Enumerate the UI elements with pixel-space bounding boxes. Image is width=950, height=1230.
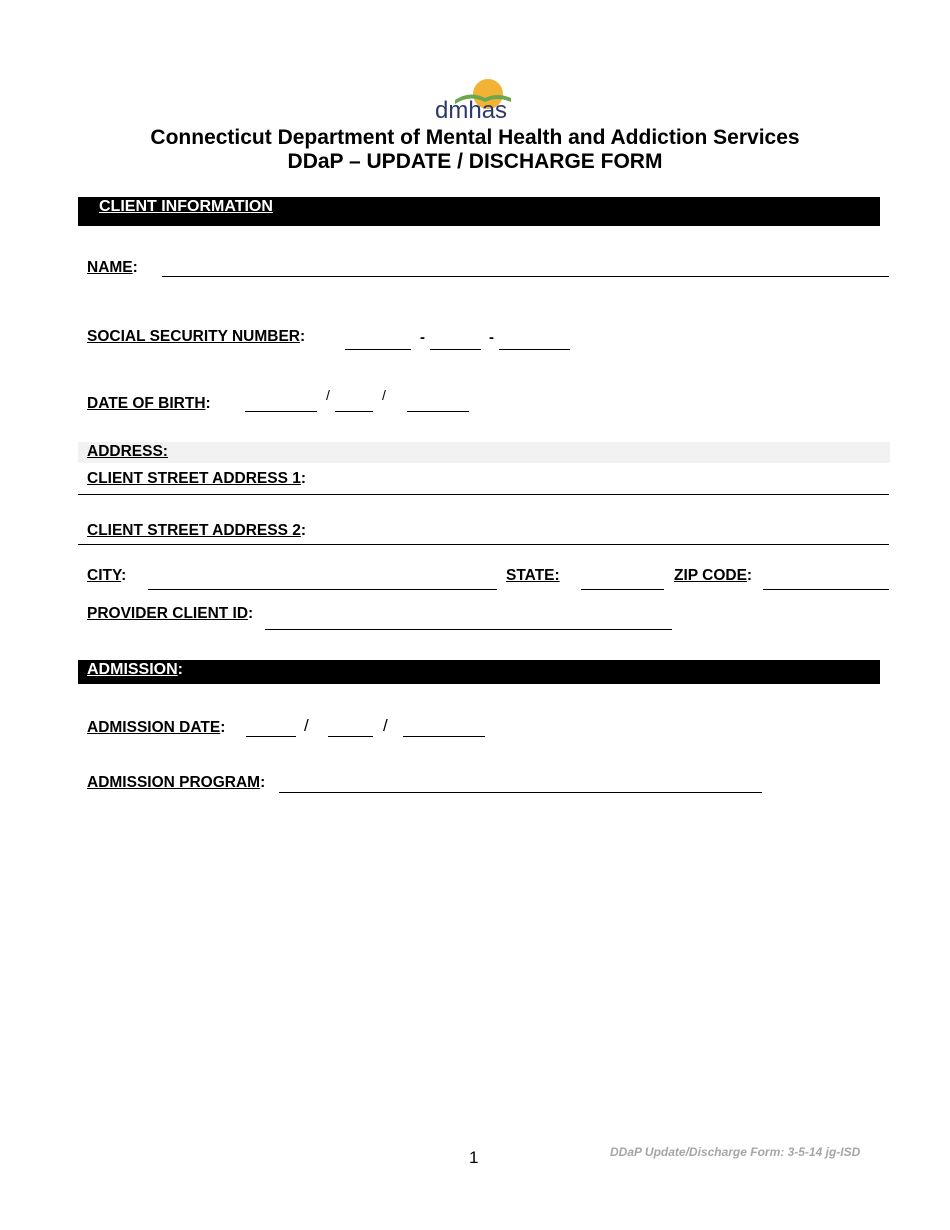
footer-reference: DDaP Update/Discharge Form: 3-5-14 jg-ISD — [610, 1145, 861, 1159]
dmhas-logo — [425, 72, 525, 122]
provider-id-field[interactable] — [265, 629, 672, 630]
admission-date-label: ADMISSION DATE: — [87, 719, 226, 736]
provider-id-label: PROVIDER CLIENT ID: — [87, 605, 254, 622]
ssn-field-3[interactable] — [499, 349, 570, 350]
admission-month-field[interactable] — [246, 736, 296, 737]
slash: / — [383, 716, 388, 735]
svg-text:dmhas: dmhas — [435, 97, 508, 122]
admission-year-field[interactable] — [403, 736, 485, 737]
dob-label: DATE OF BIRTH: — [87, 395, 211, 412]
address-row — [78, 442, 890, 463]
page-number: 1 — [469, 1148, 479, 1167]
slash: / — [326, 387, 330, 403]
admission-header: ADMISSION: — [78, 660, 880, 684]
client-information-header: CLIENT INFORMATION — [78, 197, 880, 226]
admission-program-label: ADMISSION PROGRAM: — [87, 774, 266, 791]
state-field[interactable] — [581, 589, 664, 590]
ssn-label: SOCIAL SECURITY NUMBER: — [87, 328, 306, 345]
dob-year-field[interactable] — [407, 411, 469, 412]
form-title: DDaP – UPDATE / DISCHARGE FORM — [287, 150, 663, 173]
slash: / — [304, 716, 309, 735]
street1-label: CLIENT STREET ADDRESS 1: — [87, 470, 307, 487]
state-label: STATE: — [506, 567, 560, 584]
department-title: Connecticut Department of Mental Health and Addiction Services — [150, 126, 800, 149]
street2-label: CLIENT STREET ADDRESS 2: — [87, 522, 307, 539]
city-field[interactable] — [148, 589, 497, 590]
street2-field[interactable] — [78, 544, 889, 545]
slash: / — [382, 387, 386, 403]
city-label: CITY: — [87, 567, 127, 584]
zip-field[interactable] — [763, 589, 889, 590]
dob-month-field[interactable] — [245, 411, 317, 412]
dob-day-field[interactable] — [335, 411, 373, 412]
ssn-field-2[interactable] — [430, 349, 481, 350]
name-label: NAME: — [87, 259, 138, 276]
admission-program-field[interactable] — [279, 792, 762, 793]
ssn-dash: - — [489, 329, 494, 346]
page-title — [0, 126, 950, 174]
name-field[interactable] — [162, 276, 889, 277]
street1-field[interactable] — [78, 494, 889, 495]
zip-label: ZIP CODE: — [674, 567, 753, 584]
address-label: ADDRESS: — [87, 443, 168, 460]
ssn-field-1[interactable] — [345, 349, 411, 350]
ssn-dash: - — [420, 329, 425, 346]
admission-day-field[interactable] — [328, 736, 373, 737]
